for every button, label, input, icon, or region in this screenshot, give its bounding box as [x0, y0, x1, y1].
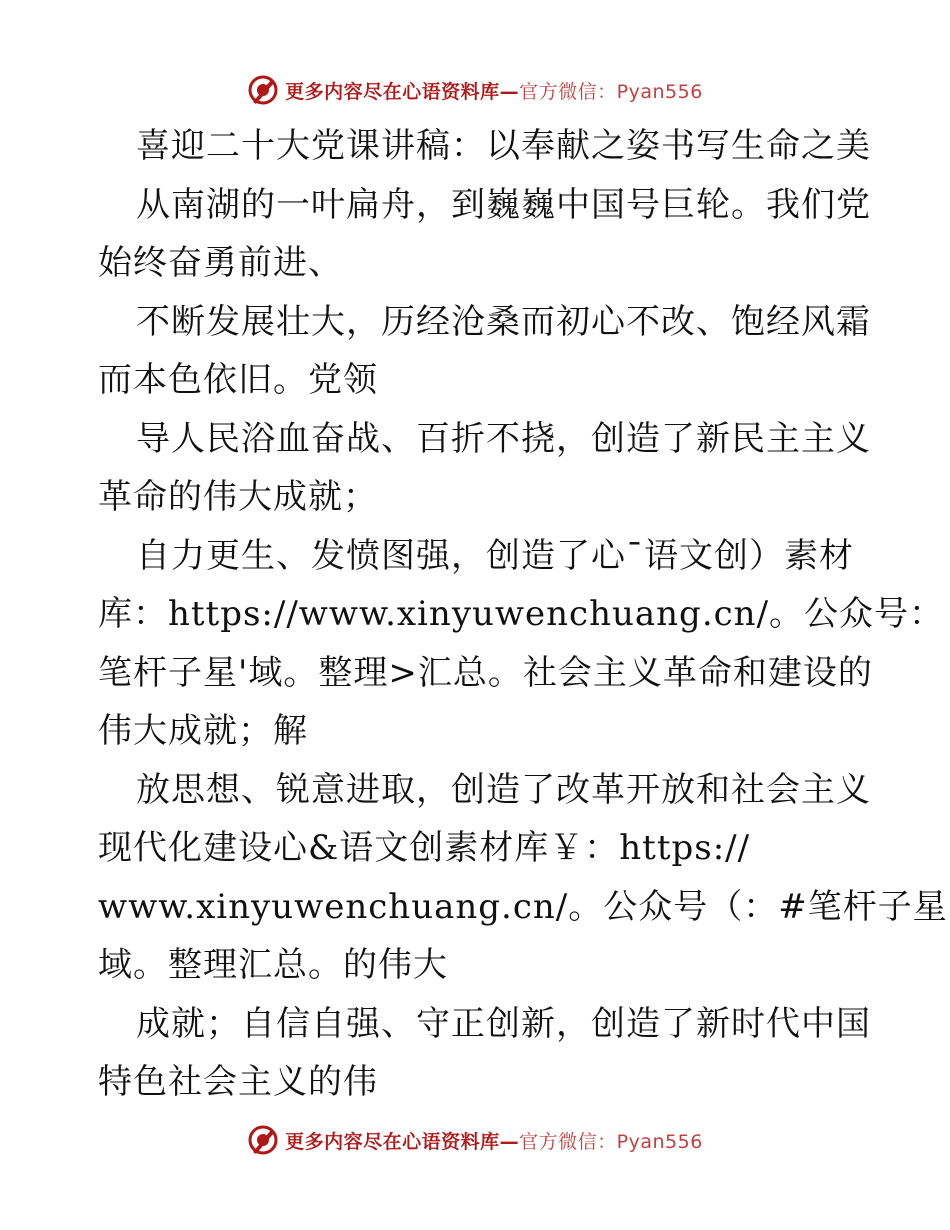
paragraph-line: 现代化建设心&语文创素材库￥：https://	[98, 828, 751, 868]
paragraph-line: 伟大成就；解	[98, 711, 308, 751]
header-banner	[0, 70, 950, 110]
pen-logo-icon	[247, 1124, 279, 1156]
paragraph-line: 不断发展壮大，历经沧桑而初心不改、饱经风霜	[136, 301, 871, 342]
paragraph-line: 革命的伟大成就；	[98, 477, 378, 517]
paragraph-line: www.xinyuwenchuang.cn/。公众号（：#笔杆子星	[98, 886, 948, 927]
paragraph-line: 域。整理汇总。的伟大	[98, 945, 448, 985]
pen-logo-icon	[247, 74, 279, 106]
paragraph-line: 笔杆子星'域。整理>汇总。社会主义革命和建设的	[98, 652, 873, 693]
paragraph-line: 始终奋勇前进、	[98, 243, 343, 283]
document-title: 喜迎二十大党课讲稿：以奉献之姿书写生命之美	[136, 126, 871, 166]
paragraph-line: 而本色依旧。党领	[98, 360, 378, 400]
document-body	[98, 117, 948, 1112]
header-banner-text: 更多内容尽在心语资料库—官方微信：Pyan556	[285, 80, 703, 103]
paragraph-line: 自力更生、发愤图强，创造了心¯语文创）素材	[136, 535, 854, 576]
paragraph-line: 成就；自信自强、守正创新，创造了新时代中国	[136, 1003, 871, 1044]
footer-banner	[0, 1120, 950, 1160]
paragraph-line: 从南湖的一叶扁舟，到巍巍中国号巨轮。我们党	[136, 184, 871, 225]
footer-banner-text: 更多内容尽在心语资料库—官方微信：Pyan556	[285, 1130, 703, 1153]
paragraph-line: 库：https://www.xinyuwenchuang.cn/。公众号：	[98, 594, 945, 634]
paragraph-line: 导人民浴血奋战、百折不挠，创造了新民主主义	[136, 418, 871, 459]
paragraph-line: 特色社会主义的伟	[98, 1062, 378, 1102]
paragraph-line: 放思想、锐意进取，创造了改革开放和社会主义	[136, 769, 871, 810]
